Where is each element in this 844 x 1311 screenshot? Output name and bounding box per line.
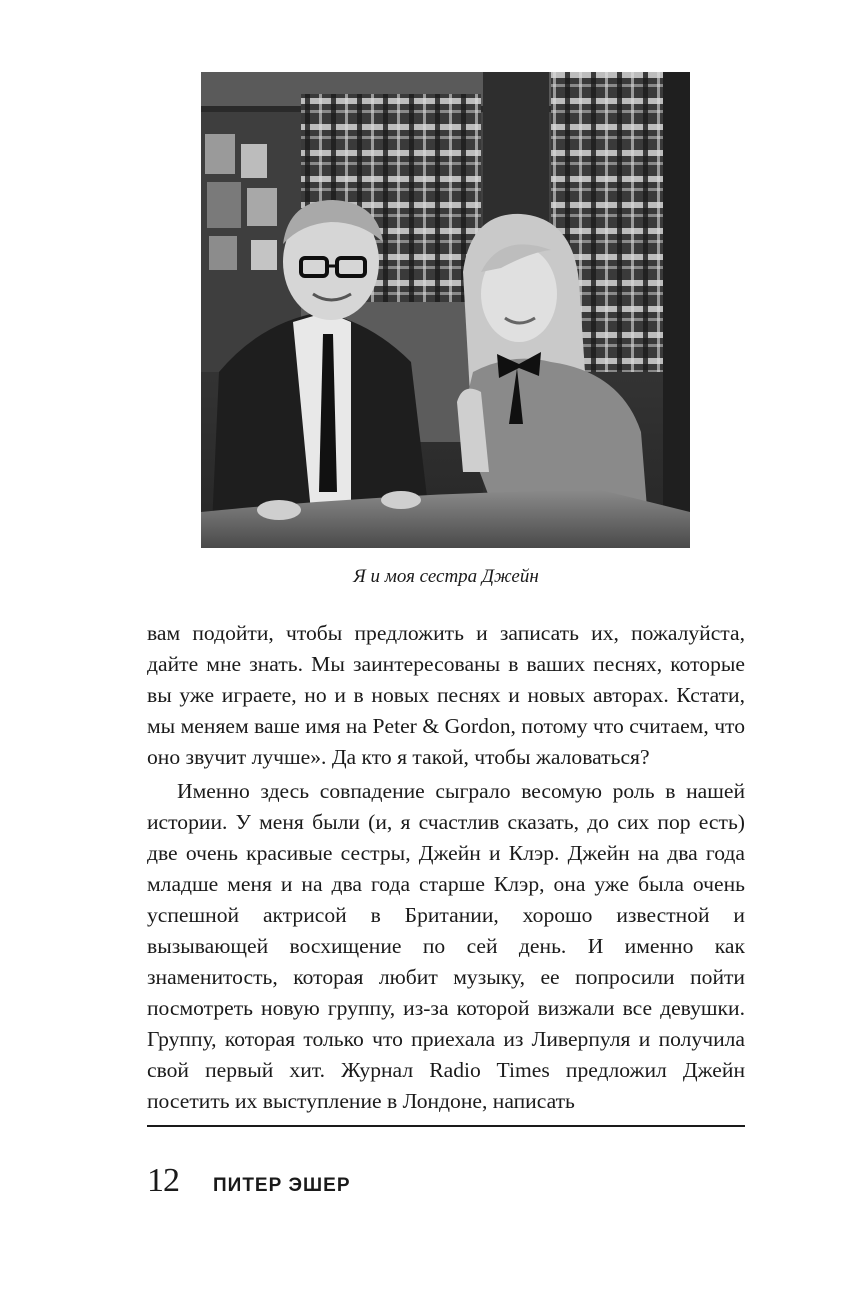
- running-head: ПИТЕР ЭШЕР: [213, 1175, 351, 1196]
- photo-caption: Я и моя сестра Джейн: [353, 566, 539, 587]
- photo: [201, 72, 690, 548]
- footer: [147, 1162, 351, 1202]
- paragraph: Именно здесь совпадение сыграло весомую роль в нашей истории. У меня были (и, я счастлив сказать, до сих пор есть) две очень красивые сестры, Джейн и Клэр. Джейн на два года младше меня и на два года старше Клэр, она уже была очень успешной актрисой в Британии, хорошо известной и вызывающей восхищение по сей день. И именно как знаменитость, которая любит музыку, ее попросили пойти посмотреть новую группу, из-за которой визжали все девушки. Группу, которая только что приехала из Ливерпуля и получила свой первый хит. Журнал Radio Times предложил Джейн посетить их выступление в Лондоне, написать: [147, 779, 745, 1113]
- paragraph: вам подойти, чтобы предложить и записать их, пожалуйста, дайте мне знать. Мы заинтересованы в ваших песнях, которые вы уже играете, но и в новых песнях и новых авторах. Кстати, мы меняем ваше имя на Peter & Gordon, потому что считаем, что оно звучит лучше». Да кто я такой, чтобы жаловаться?: [147, 621, 745, 769]
- footer-rule: [147, 1125, 745, 1127]
- page-number: 12: [147, 1162, 179, 1199]
- photo-of-two-people-at-table-icon: [201, 72, 690, 548]
- body-text: [147, 618, 745, 1117]
